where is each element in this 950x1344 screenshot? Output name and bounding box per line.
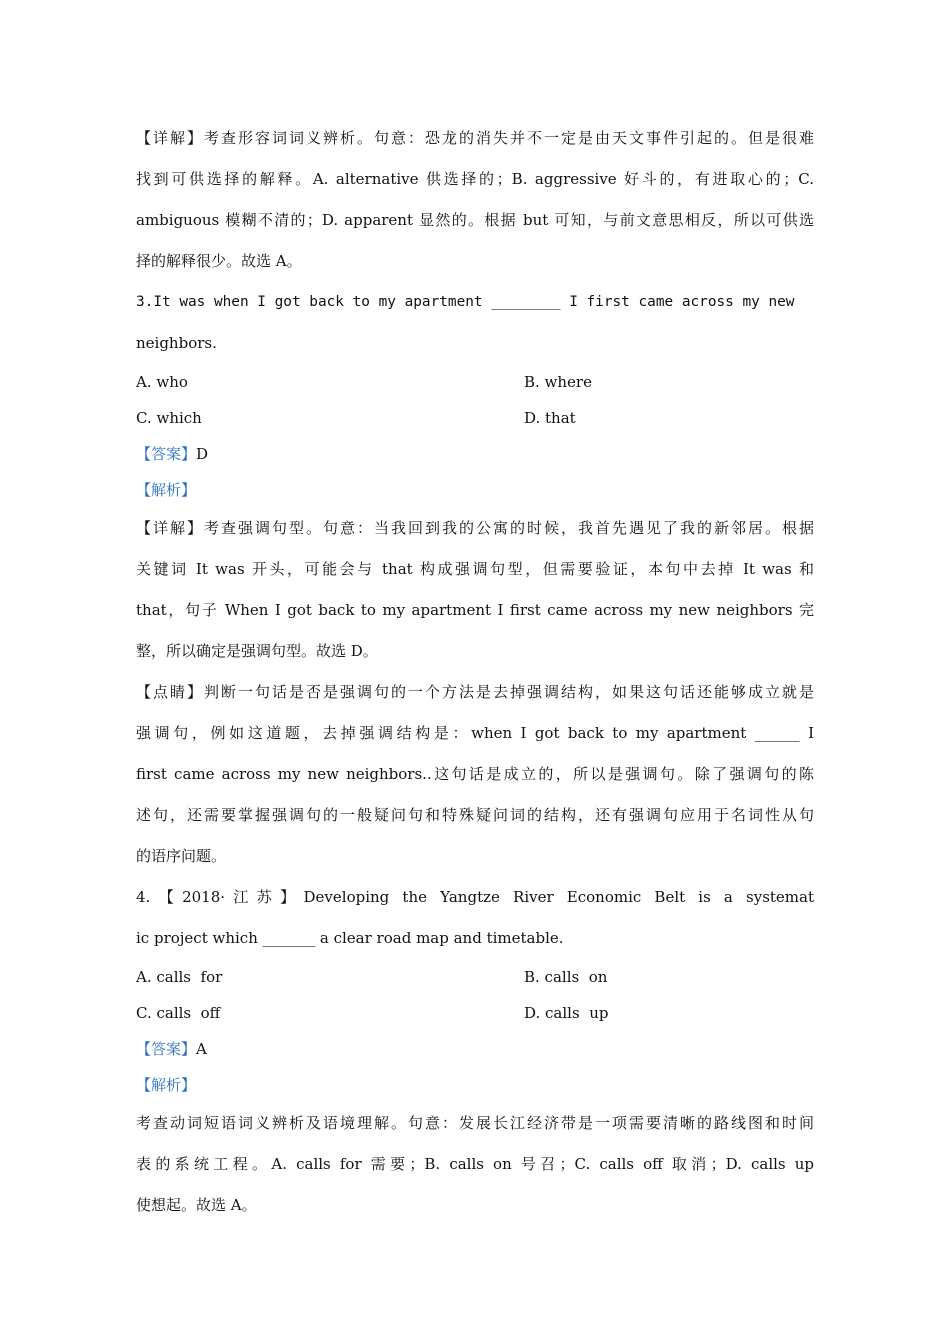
q3-option-b: B. where — [524, 373, 592, 391]
q3-tip-line-3: first came across my new neighbors..这句话是成立的，所以是强调句。除了强调句的陈 — [136, 765, 814, 783]
q3-stem-line-2: neighbors. — [136, 334, 217, 352]
q4-answer-value: A — [196, 1040, 207, 1058]
q4-stem-line-1: 4.【2018·江苏】Developing the Yangtze River Economic Belt is a systemat — [136, 888, 814, 906]
q3-tip-line-2: 强调句，例如这道题，去掉强调结构是：when I got back to my apartment ______ I — [136, 724, 814, 742]
q2-detail-line-1: 【详解】考查形容词词义辨析。句意：恐龙的消失并不一定是由天文事件引起的。但是很难 — [136, 129, 814, 147]
q3-tip-label: 【点睛】 — [136, 683, 204, 701]
q4-option-b: B. calls on — [524, 968, 608, 986]
q3-options-row-2 — [136, 400, 814, 436]
q3-detail-label: 【详解】 — [136, 519, 204, 537]
q4-options-row-2 — [136, 995, 814, 1031]
q3-answer — [136, 436, 814, 472]
q3-detail-line-4: 整，所以确定是强调句型。故选 D。 — [136, 642, 378, 660]
q3-detail-line-2: 关键词 It was 开头，可能会与 that 构成强调句型，但需要验证，本句中去掉 It was 和 — [136, 560, 814, 578]
q2-detail-line-3: ambiguous 模糊不清的；D. apparent 显然的。根据 but 可知，与前文意思相反，所以可供选 — [136, 211, 814, 229]
document-page — [136, 118, 814, 1226]
q3-tip-line-5: 的语序问题。 — [136, 847, 227, 865]
q4-answer-label: 【答案】 — [136, 1040, 197, 1058]
q3-option-c: C. which — [136, 409, 202, 427]
q3-tip-line-4: 述句，还需要掌握强调句的一般疑问句和特殊疑问词的结构，还有强调句应用于名词性从句 — [136, 806, 814, 824]
q2-detail-label: 【详解】 — [136, 129, 204, 147]
q3-options-row-1 — [136, 364, 814, 400]
q3-answer-label: 【答案】 — [136, 445, 197, 463]
q4-option-a: A. calls for — [136, 968, 223, 986]
q4-detail-line-2: 表的系统工程。A. calls for 需要；B. calls on 号召；C. calls off 取消；D. calls up — [136, 1155, 814, 1173]
q4-detail-line-3: 使想起。故选 A。 — [136, 1196, 257, 1214]
q4-options-row-1 — [136, 959, 814, 995]
q3-detail-line-1: 【详解】考查强调句型。句意：当我回到我的公寓的时候，我首先遇见了我的新邻居。根据 — [136, 519, 814, 537]
q3-analysis-label: 【解析】 — [136, 481, 197, 499]
q3-option-d: D. that — [524, 409, 576, 427]
q4-answer — [136, 1031, 814, 1067]
q2-detail-line-4: 择的解释很少。故选 A。 — [136, 252, 302, 270]
q3-detail-line-3: that，句子 When I got back to my apartment I first came across my new neighbors 完 — [136, 601, 814, 619]
q4-analysis-label: 【解析】 — [136, 1076, 197, 1094]
q2-detail-line-2: 找到可供选择的解释。A. alternative 供选择的；B. aggressive 好斗的，有进取心的；C. — [136, 170, 814, 188]
q4-stem-line-2: ic project which _______ a clear road map and timetable. — [136, 929, 564, 947]
q3-stem-line-1: 3.It was when I got back to my apartment ________ I first came across my new — [136, 294, 795, 310]
q4-detail-line-1: 考查动词短语词义辨析及语境理解。句意：发展长江经济带是一项需要清晰的路线图和时间 — [136, 1114, 814, 1132]
q3-tip-line-1: 【点睛】判断一句话是否是强调句的一个方法是去掉强调结构，如果这句话还能够成立就是 — [136, 683, 814, 701]
q4-option-c: C. calls off — [136, 1004, 221, 1022]
q3-option-a: A. who — [136, 373, 188, 391]
q4-option-d: D. calls up — [524, 1004, 609, 1022]
q3-answer-value: D — [196, 445, 209, 463]
